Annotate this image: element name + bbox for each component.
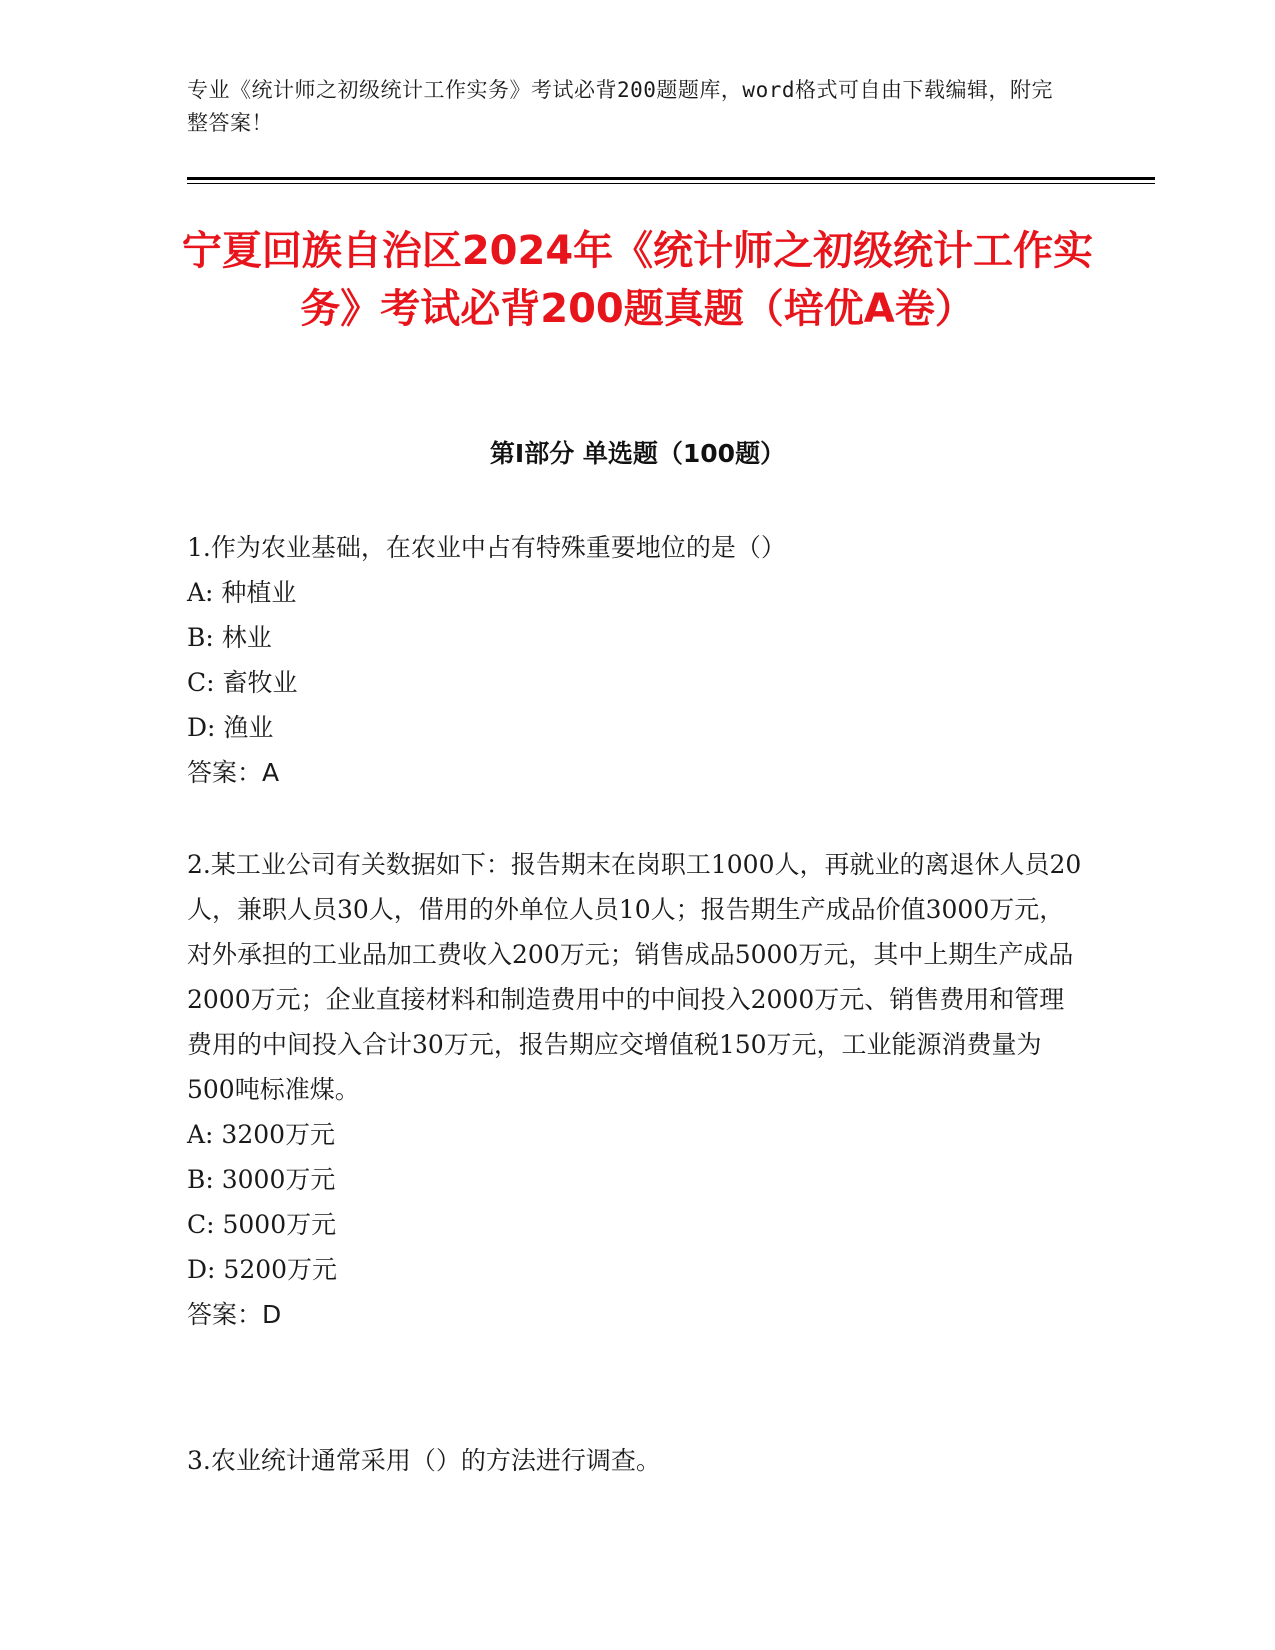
header-divider-thin xyxy=(187,183,1155,184)
question-stem: 2.某工业公司有关数据如下：报告期末在岗职工1000人，再就业的离退休人员20人，兼职人员30人，借用的外单位人员10人；报告期生产成品价值3000万元，对外承担的工业品加工费收入200万元；销售成品5000万元，其中上期生产成品2000万元；企业直接材料和制造费用中的中间投入2000万元、销售费用和管理费用的中间投入合计30万元，报告期应交增值税150万元，工业能源消费量为500吨标准煤。 xyxy=(187,850,1082,1104)
option-c: C: 5000万元 xyxy=(187,1210,337,1239)
section-heading: 第I部分 单选题（100题） xyxy=(489,439,786,468)
option-a: A: 3200万元 xyxy=(187,1120,336,1149)
question-3 xyxy=(187,1438,1087,1483)
option-a: A: 种植业 xyxy=(187,578,297,607)
document-title: 宁夏回族自治区2024年《统计师之初级统计工作实务》考试必背200题真题（培优A卷） xyxy=(181,228,1094,332)
answer-line: 答案：A xyxy=(187,758,280,787)
option-c: C: 畜牧业 xyxy=(187,668,298,697)
option-d: D: 5200万元 xyxy=(187,1255,338,1284)
answer-line: 答案：D xyxy=(187,1300,282,1329)
question-1 xyxy=(187,525,1087,795)
option-b: B: 林业 xyxy=(187,623,272,652)
header-note: 专业《统计师之初级统计工作实务》考试必背200题题库，word格式可自由下载编辑，附完整答案！ xyxy=(187,78,1053,135)
option-d: D: 渔业 xyxy=(187,713,274,742)
question-2 xyxy=(187,842,1087,1337)
option-b: B: 3000万元 xyxy=(187,1165,336,1194)
question-stem: 1.作为农业基础，在农业中占有特殊重要地位的是（） xyxy=(187,533,786,562)
header-divider-thick xyxy=(187,177,1155,180)
question-stem: 3.农业统计通常采用（）的方法进行调查。 xyxy=(187,1446,661,1475)
